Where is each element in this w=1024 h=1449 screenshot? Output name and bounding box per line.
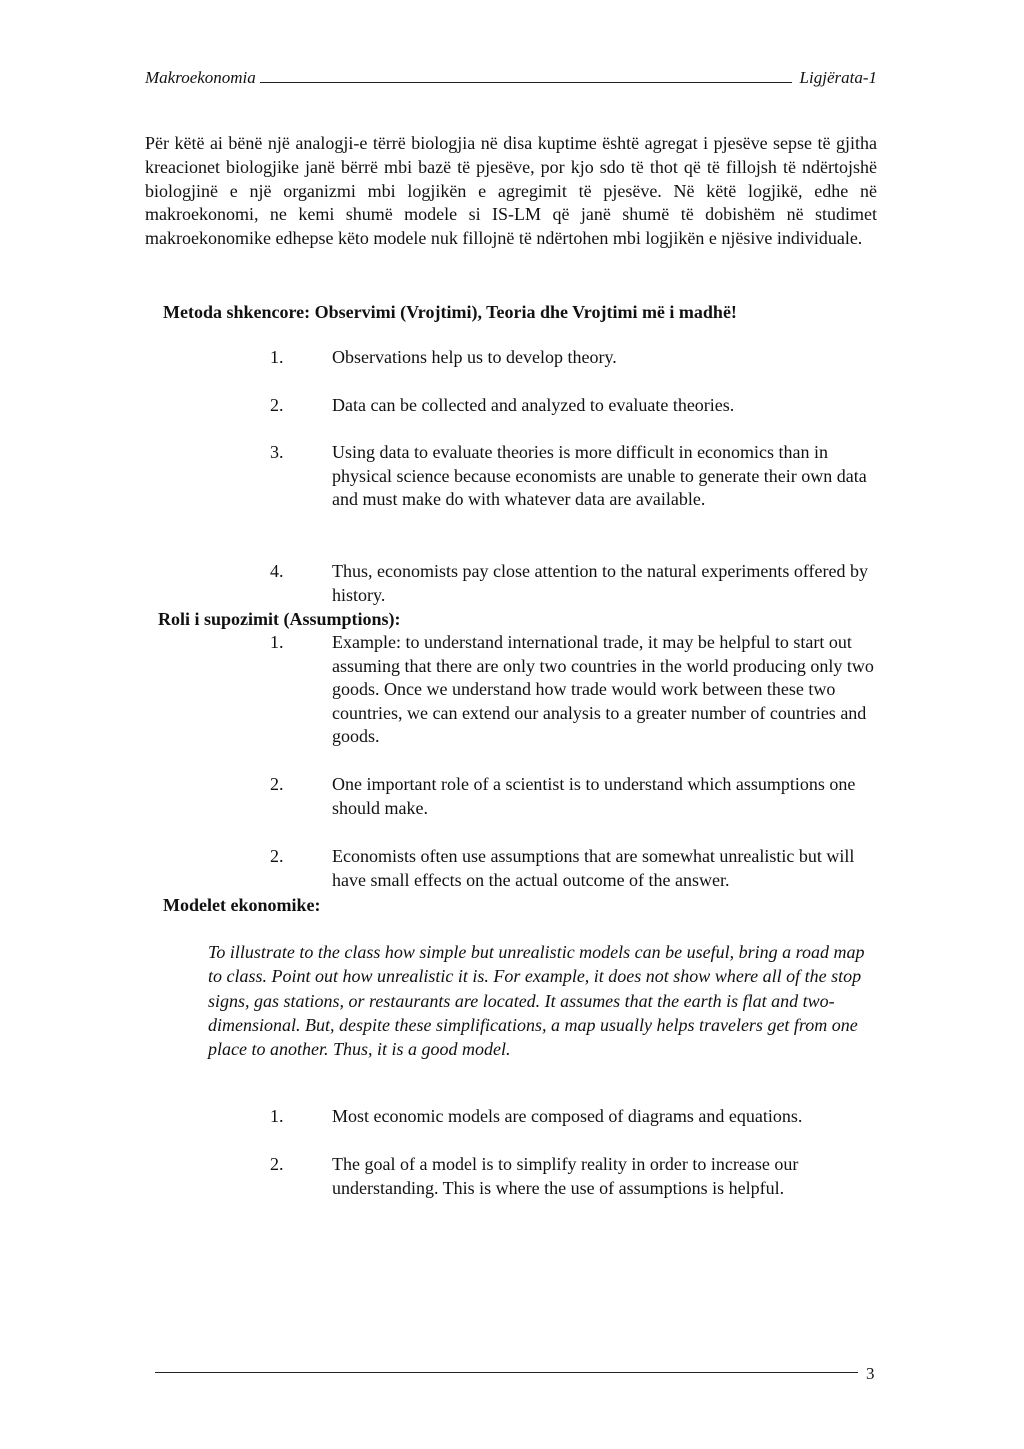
list-item-text: The goal of a model is to simplify reality in order to increase our understanding. This is where the use of assumptions is helpful. [332,1154,799,1198]
footer-rule [155,1372,858,1373]
list-item-number: 1. [270,1106,284,1126]
header-right-title: Ligjërata-1 [799,68,877,87]
list-item-text: Example: to understand international trade, it may be helpful to start out assuming that there are only two countries in the world producing only two goods. Once we understand how trade would work between these two countries, we can extend our analysis to a greater number of countries and goods. [332,632,874,746]
page-number: 3 [866,1364,875,1383]
list-item-number: 1. [270,347,284,367]
section-heading-economic-models: Modelet ekonomike: [163,895,321,915]
list-item-text: Thus, economists pay close attention to the natural experiments offered by history. [332,561,869,605]
list-item-number: 2. [270,774,284,794]
list-item-text: Economists often use assumptions that are somewhat unrealistic but will have small effects on the actual outcome of the answer. [332,846,855,890]
list-item-number: 3. [270,442,284,462]
list-item-number: 2. [270,395,284,415]
list-item-text: Data can be collected and analyzed to evaluate theories. [332,395,735,415]
header-left-title: Makroekonomia [145,68,256,87]
list-item-number: 2. [270,1154,284,1174]
list-item-number: 4. [270,561,284,581]
list-item-text: Most economic models are composed of diagrams and equations. [332,1106,803,1126]
list-item-number: 1. [270,632,284,652]
list-item-text: Using data to evaluate theories is more difficult in economics than in physical science because economists are unable to generate their own data and must make do with whatever data are available. [332,442,867,509]
list-item-number: 2. [270,846,284,866]
list-item-text: Observations help us to develop theory. [332,347,617,367]
page-header [145,60,877,88]
road-map-note: To illustrate to the class how simple but unrealistic models can be useful, bring a road map to class. Point out how unrealistic it is. For example, it does not show where all of the stop signs, gas stations, or restaurants are located. It assumes that the earth is flat and two-dimensional. But, despite these simplifications, a map usually helps travelers get from one place to another. Thus, it is a good model. [208,942,865,1060]
intro-paragraph: Për këtë ai bënë një analogji-e tërrë biologjia në disa kuptime është agregat i pjesëve sepse të gjitha kreacionet biologjike janë bërrë mbi bazë të pjesëve, por kjo sdo të thot që të fillojsh të ndërtojshë biologjinë e një organizmi mbi logjikën e agregimit të pjesëve. Në këtë logjikë, edhe në makroekonomi, ne kemi shumë modele si IS-LM që janë shumë të dobishëm në studimet makroekonomike edhepse këto modele nuk fillojnë të ndërtohen mbi logjikën e njësive individuale. [145,133,877,249]
header-rule [260,82,792,83]
section-heading-scientific-method: Metoda shkencore: Observimi (Vrojtimi), Teoria dhe Vrojtimi më i madhë! [163,302,737,322]
section-heading-assumptions: Roli i supozimit (Assumptions): [158,609,401,629]
list-item-text: One important role of a scientist is to understand which assumptions one should make. [332,774,856,818]
